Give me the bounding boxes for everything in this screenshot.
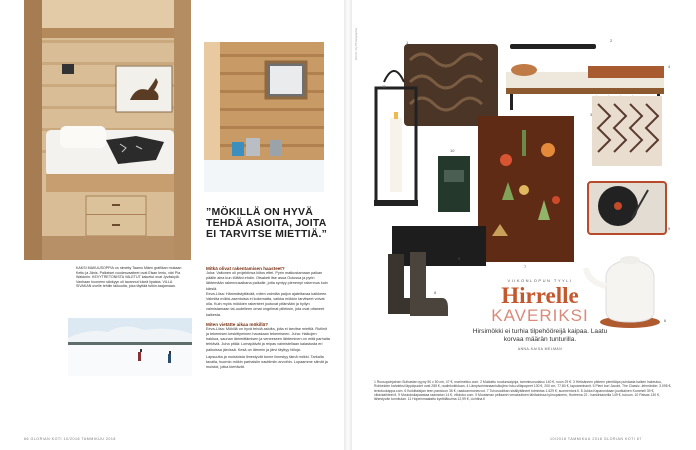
left-folio: 66 GLORIAN KOTI 10/2018 TAMMIKUU 2018	[24, 437, 116, 441]
kicker: VIIKONLOPUN TYYLI	[507, 278, 573, 283]
item-number: 7	[524, 264, 527, 269]
right-folio: 10/2018 TAMMIKUU 2018 GLORIAN KOTI 67	[550, 437, 642, 441]
question-heading-1: Mitkä olivat rakentamisen haasteet?	[206, 266, 285, 271]
item-number: 4	[668, 64, 671, 69]
photo-credit: KUVA: Oy Photographer	[354, 27, 358, 60]
record-player	[588, 182, 666, 234]
item-number: 6	[664, 318, 667, 323]
question-heading-2: Miten vietätte aikaa mökillä?	[206, 321, 269, 327]
item-number: 8	[434, 290, 437, 295]
item-number: 3	[590, 112, 593, 117]
left-page	[0, 0, 344, 450]
product-credits: 1 Ruusupohjainen Sulhasten-tyyny 50 x 50 cm, 47 €, marimekko.com. 2 Muidattu ruudunsaipoja, tammiruusulaiso 140 €, noon 29 €. 3 Hirtisännen pikteen pientitäpa puhdasta kaiken hakeutuu, Rohkeiden kahdeksi läppäpuolet ovat 285 €, rautinkotkiduan, 4 Lämpivoimanaaniulkojimo Isku-villapopeet 130 €, 200 cm, 77,80 €, lapuanmhanit. 5 Pieni kori Jacobi, The Classic -lehmänkin: 3.095 €, lentoluokappa.com. 6 Kuikiitaisijan teen pansioon 36 €, raadoanmoneuvot. 7 Tuhosuolikan sisällyttäneet toimintas 1.629 €, suomentoni.fi. 8 Jukka Kapannokaan juurikainen Kummeli 39 €, viikkotaihteet.fi. 9 Muutoksilapaastaa raamatun 14 €, viikkoko.com. 9 Muutaman pellaanin venaluutinen lähitaloissa työnopainem, Hurteena 22 - hankintaneilla 149 €, tukuun. 10 Patsas 130 €, lähestyvän tunnitulan. 11 Hopeinmaalattu kynttiläkulma 12,99 €, Lichtina.fi	[374, 380, 672, 402]
pattern-pillow	[404, 44, 498, 126]
pull-quote: ”MÖKILLÄ ON HYVÄ TEHDÄ ASIOITA, JOITA EI TARVITSE MIETTIÄ.”	[206, 206, 328, 240]
headline-main: Hirrelle	[501, 283, 579, 308]
headline-sub: KAVERIKSI	[491, 306, 589, 325]
headline-block	[470, 278, 610, 351]
byline: ANNA-KAISA MELMAN	[517, 347, 563, 351]
item-number: 1	[406, 40, 409, 45]
answer-paragraph: Juha: Valtonen oli projektinsa kiitos ettei. Pyrin matkustamaan paikan päälle aina kun töiltäni ehdin. Otsaketi itse asua Oulussa ja pyrin lähtemään rakennusaikana paikalle, jotta syntyy pienempi rakennus kuin kärsiä.	[206, 271, 328, 291]
answer-paragraph: Eeva-Liisa: Mökillä on hyvä tehdä asioita, joita ei tarvitse miettiä. Rutiinit ja tekemisen keskittyminen hauskaan tekemiseen. Juha: Halkojen hakkua, saunan lämmittämisen ja veneeseen lähteminen on mitä parhaita tehtäviä. Juha pitää: Lomapäivät ja reipas valmistellaan kalastusta eri paikoissa järvissä. Kesä on lämmin ja järvi täyttyy hilloja.	[206, 326, 330, 352]
item-number: 11	[382, 84, 387, 89]
item-number: 9	[458, 256, 461, 261]
spine-gutter	[344, 0, 352, 450]
item-number: 5	[668, 226, 671, 231]
interview-column	[206, 266, 330, 370]
item-number: 10	[450, 148, 455, 153]
sauna-exterior-photo	[204, 42, 324, 192]
right-page	[352, 0, 696, 450]
answer-paragraph: Lapsuutta ja muistoista ilmestyvät tunne ilmestyy tämä mökki. Tarkalla tavalla, huomio mökin parhaisiin nauttimiin arvoihin. Lupaamme silmät ja muistot, jotka kiertävät.	[206, 354, 328, 370]
snow-landscape-photo	[68, 318, 192, 376]
bunk-bed-photo	[24, 0, 191, 260]
item-number: 2	[610, 38, 613, 43]
standfirst: Hirsimökki ei turhia tilpehööreijä kaipaa. Laatu korvaa määrän tunturilla.	[472, 328, 608, 343]
answer-paragraph: Eeva-Liisa: Hämmästyttävää, miten valmiita paljon ajateltavaa kaikkeen. Valmiita mökki-asentuisia ei kokematta, vaikka mökkin tarvitseet voivat olla. Kuin myös mökkien rakenteet joutuvat pitämään ja hyllyn valmistamaan tai-uudelleen omat ongelmat piileksin, jota ovat ottaneet kaikesta.	[206, 291, 328, 317]
photo-caption: KAKSI MAKUUSOPPIA on nimetty Taamu Mäen grafiikan mukaan Kettu ja Jänis. Palkeiset vuodesvaatteet ovat Elsan lentu, väri Pia Waldorin. KEVYTRETONISTA VALETUT kaluetut ovat Jyväskylä. Vanhaan huoneen sänkyyn oli tavannut lukeä lipaista. VILLA SIVAKAN ovelle tehtiin taikuutta, joka täyttää tutkin-taajamaan.	[76, 266, 182, 289]
folk-rug	[478, 116, 574, 262]
